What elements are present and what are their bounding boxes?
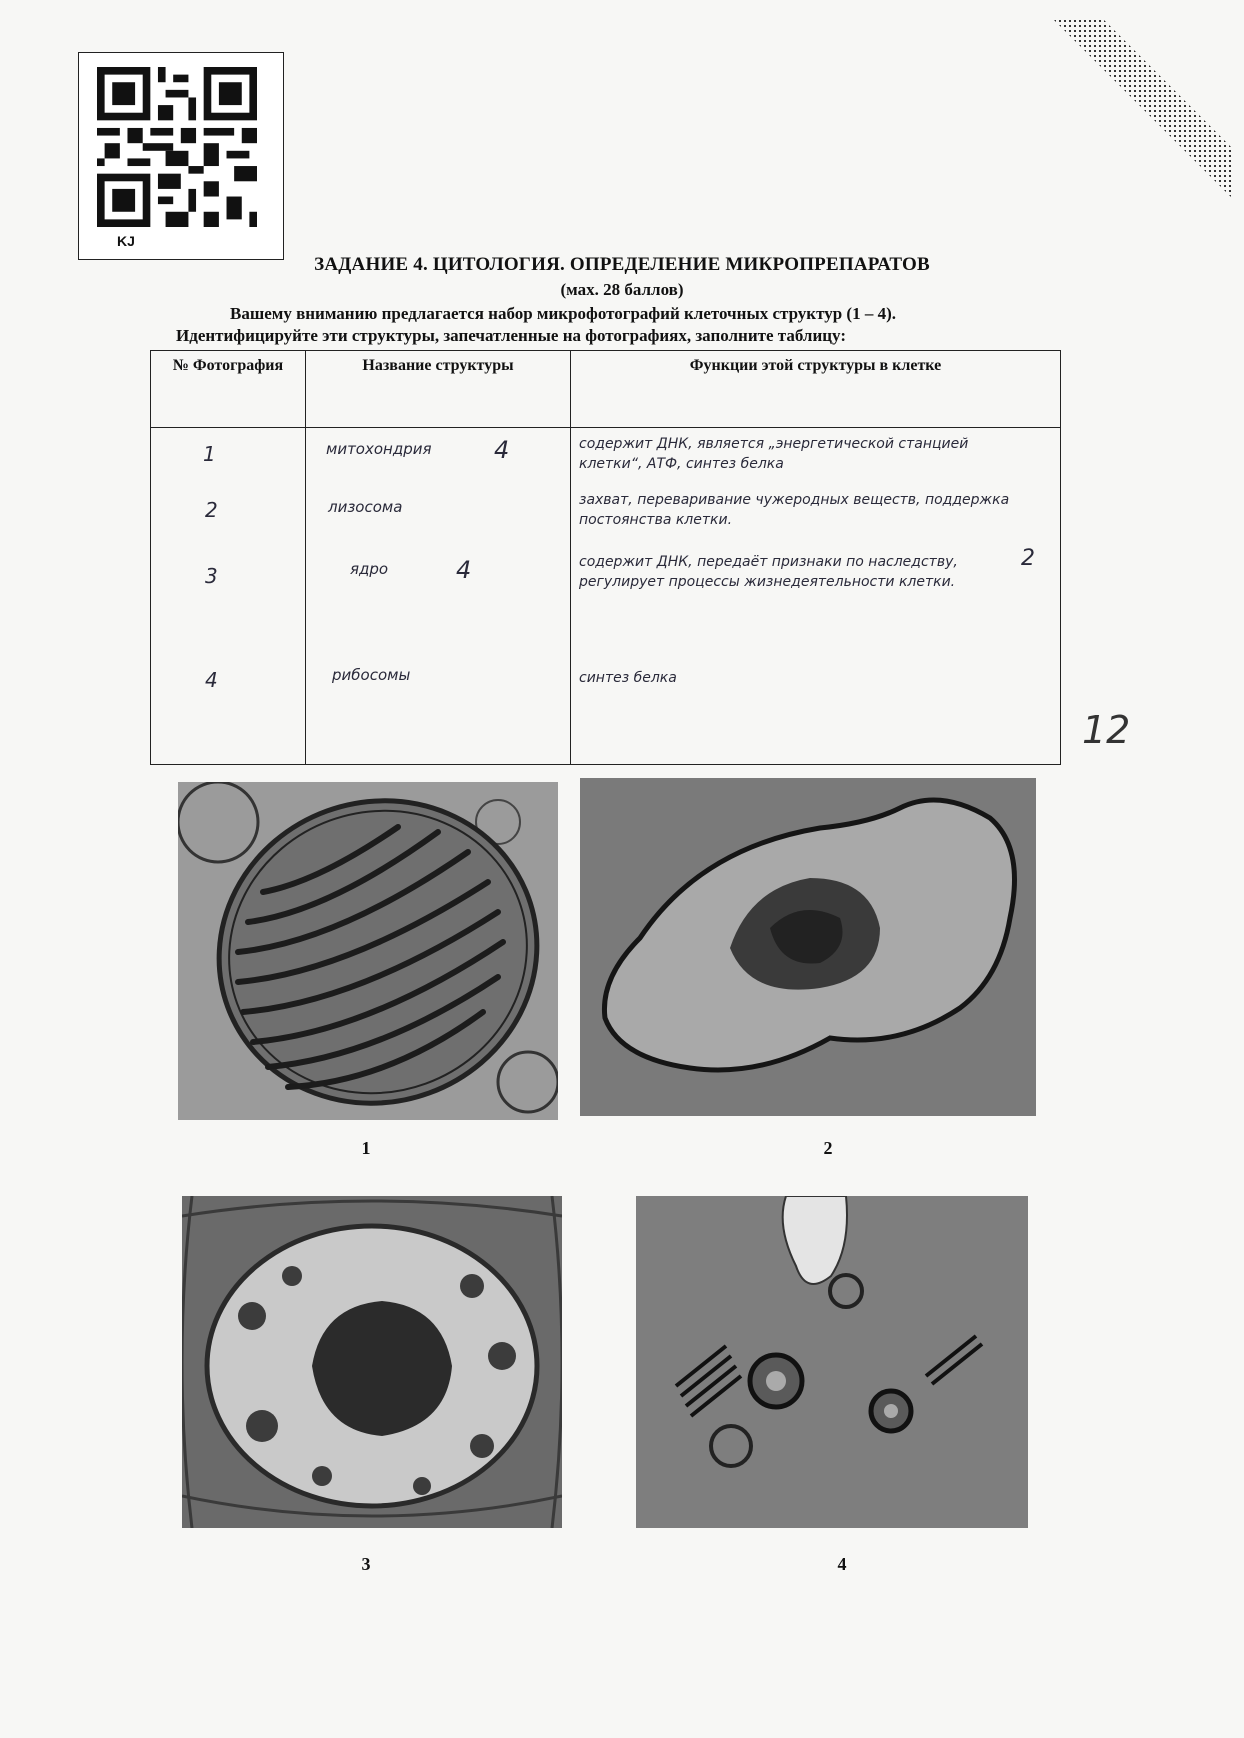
row-number: 4: [205, 668, 218, 692]
structure-function: захват, переваривание чужеродных веществ, поддержка постоянства клетки.: [579, 492, 1010, 528]
column-header-name: Название структуры: [306, 351, 571, 428]
number-column: [151, 428, 306, 765]
row-number: 2: [205, 498, 218, 522]
micrograph-1: [178, 782, 558, 1120]
grader-mark: 4: [494, 436, 510, 464]
instruction-line-1: Вашему вниманию предлагается набор микрофотографий клеточных структур (1 – 4).: [230, 304, 896, 323]
structure-name: митохондрия: [326, 440, 432, 458]
micrograph-2: [580, 778, 1036, 1116]
grader-mark: 4: [456, 556, 472, 584]
structure-function: содержит ДНК, является „энергетической станцией клетки“, АТФ, синтез белка: [579, 436, 969, 472]
photo-label-1: 1: [361, 1138, 371, 1158]
micrograph-3: [182, 1196, 562, 1528]
max-points: (мах. 28 баллов): [560, 280, 684, 299]
qr-code-label: KJ: [117, 233, 135, 249]
row-number: 1: [203, 442, 216, 466]
name-column: [306, 428, 571, 765]
structure-function: синтез белка: [579, 670, 677, 686]
photo-label-2: 2: [823, 1138, 833, 1158]
staple-corner-mark: [1034, 0, 1244, 210]
qr-code-icon: [97, 67, 257, 227]
structure-function: содержит ДНК, передаёт признаки по наследству, регулирует процессы жизнедеятельности клетки.: [579, 554, 958, 590]
total-score-mark: 12: [1082, 708, 1131, 752]
task-title: ЗАДАНИЕ 4. ЦИТОЛОГИЯ. ОПРЕДЕЛЕНИЕ МИКРОПРЕПАРАТОВ: [314, 254, 930, 275]
answer-table: [150, 350, 1061, 765]
structure-name: рибосомы: [332, 666, 411, 684]
column-header-function: Функции этой структуры в клетке: [571, 351, 1061, 428]
photo-label-3: 3: [361, 1554, 371, 1574]
function-column: [571, 428, 1061, 765]
row-number: 3: [205, 564, 218, 588]
structure-name: ядро: [350, 560, 389, 578]
structure-name: лизосома: [328, 498, 403, 516]
grader-mark: 2: [1021, 546, 1035, 571]
micrograph-4: [636, 1196, 1028, 1528]
column-header-number: № Фотография: [151, 351, 306, 428]
photo-label-4: 4: [837, 1554, 847, 1574]
qr-code-block: [78, 52, 284, 260]
instruction-line-2: Идентифицируйте эти структуры, запечатленные на фотографиях, заполните таблицу:: [176, 326, 846, 345]
